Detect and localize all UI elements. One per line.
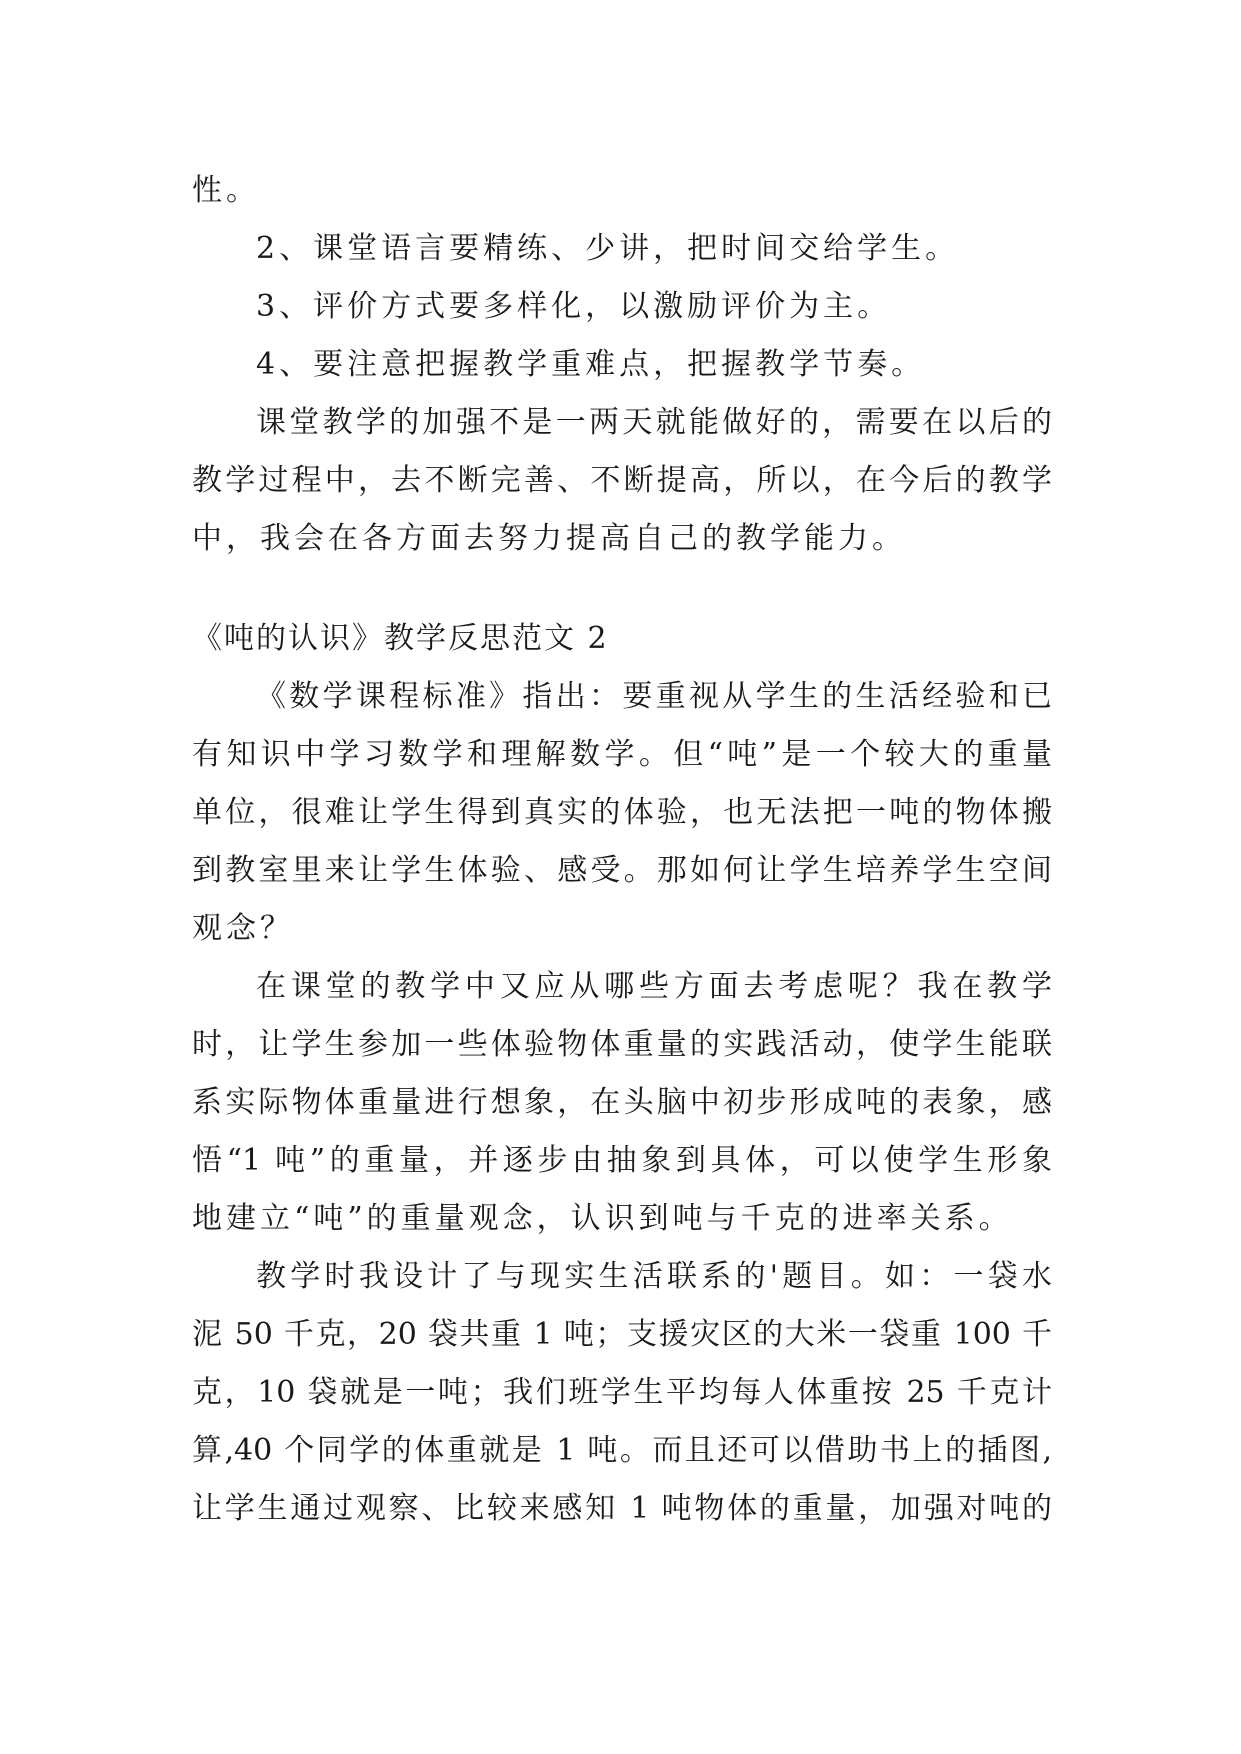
paragraph-line: 观念？ <box>192 911 294 946</box>
paragraph-line: 单位，很难让学生得到真实的体验，也无法把一吨的物体搬 <box>192 795 1052 830</box>
paragraph-line: 在课堂的教学中又应从哪些方面去考虑呢？我在教学 <box>256 969 1052 1004</box>
paragraph-line: 系实际物体重量进行想象，在头脑中初步形成吨的表象，感 <box>192 1085 1052 1120</box>
document-body <box>192 162 1052 1538</box>
paragraph-line: 教学时我设计了与现实生活联系的'题目。如：一袋水 <box>256 1259 1052 1294</box>
text-line: 性。 <box>192 173 260 208</box>
section-title: 《吨的认识》教学反思范文 2 <box>192 621 609 656</box>
list-item-3: 3、评价方式要多样化，以激励评价为主。 <box>256 289 892 324</box>
paragraph-line: 悟“1 吨”的重量，并逐步由抽象到具体，可以使学生形象 <box>192 1143 1052 1178</box>
paragraph-line: 克，10 袋就是一吨；我们班学生平均每人体重按 25 千克计 <box>192 1375 1052 1410</box>
paragraph-line: 有知识中学习数学和理解数学。但“吨”是一个较大的重量 <box>192 737 1052 772</box>
paragraph-line: 中，我会在各方面去努力提高自己的教学能力。 <box>192 521 906 556</box>
list-item-2: 2、课堂语言要精练、少讲，把时间交给学生。 <box>256 231 960 266</box>
paragraph-line: 课堂教学的加强不是一两天就能做好的，需要在以后的 <box>256 405 1052 440</box>
paragraph-line: 泥 50 千克，20 袋共重 1 吨；支援灾区的大米一袋重 100 千 <box>192 1317 1052 1352</box>
paragraph-line: 教学过程中，去不断完善、不断提高，所以，在今后的教学 <box>192 463 1052 498</box>
paragraph-line: 到教室里来让学生体验、感受。那如何让学生培养学生空间 <box>192 853 1052 888</box>
paragraph-line: 让学生通过观察、比较来感知 1 吨物体的重量，加强对吨的 <box>192 1491 1052 1526</box>
list-item-4: 4、要注意把握教学重难点，把握教学节奏。 <box>256 347 926 382</box>
paragraph-line: 《数学课程标准》指出：要重视从学生的生活经验和已 <box>256 679 1052 714</box>
section-gap <box>192 568 1052 610</box>
paragraph-line: 地建立“吨”的重量观念，认识到吨与千克的进率关系。 <box>192 1201 1013 1236</box>
paragraph-line: 算,40 个同学的体重就是 1 吨。而且还可以借助书上的插图, <box>192 1433 1052 1468</box>
paragraph-line: 时，让学生参加一些体验物体重量的实践活动，使学生能联 <box>192 1027 1052 1062</box>
